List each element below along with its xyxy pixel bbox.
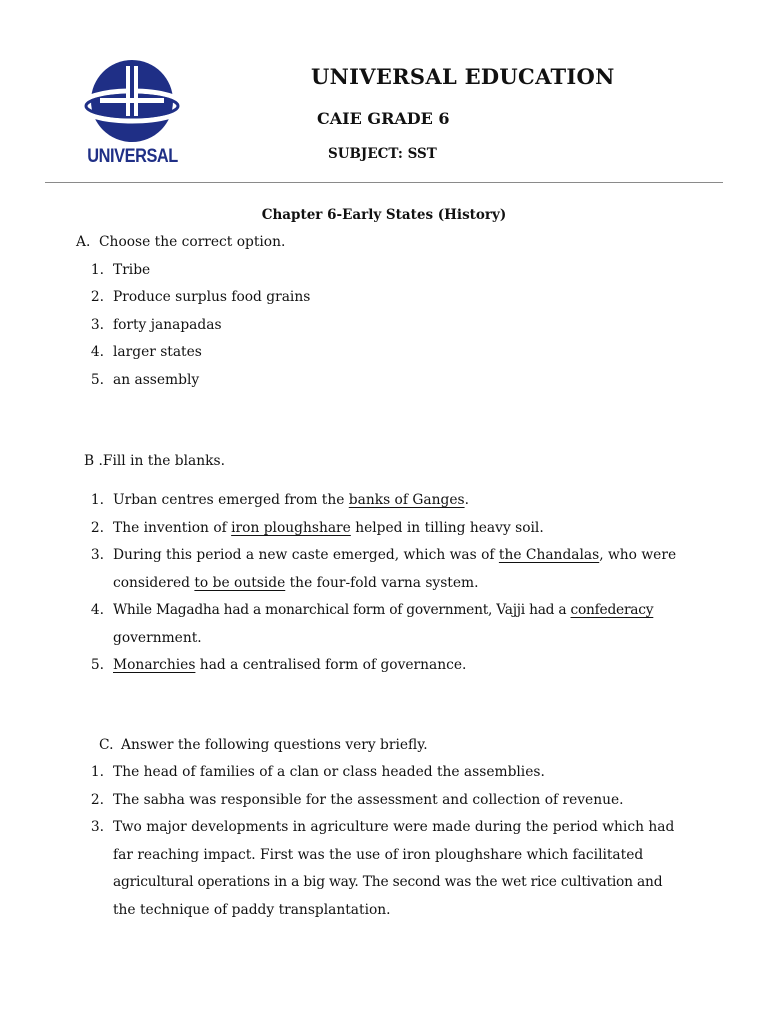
list-item-continuation: government.	[113, 630, 202, 646]
globe-arch-icon	[80, 58, 184, 148]
universal-logo	[80, 58, 184, 166]
list-item-continuation: the technique of paddy transplantation.	[113, 902, 391, 918]
section-c-marker: C.	[99, 737, 114, 753]
answer-blank: confederacy	[570, 602, 654, 618]
header-divider	[45, 182, 723, 183]
list-item-continuation: agricultural operations in a big way. The second was the wet rice cultivation and	[113, 874, 663, 890]
logo-wordmark: UNIVERSAL	[87, 146, 178, 167]
section-a-heading-text: Choose the correct option.	[99, 234, 286, 250]
organization-name: UNIVERSAL EDUCATION	[311, 64, 615, 89]
answer-blank: the Chandalas	[498, 547, 600, 563]
section-b-heading: B .Fill in the blanks.	[84, 453, 225, 469]
list-item-continuation: far reaching impact. First was the use of iron ploughshare which facilitated	[113, 847, 644, 863]
answer-blank: Monarchies	[113, 657, 196, 673]
answer-blank: to be outside	[194, 575, 286, 591]
section-c-heading	[99, 737, 428, 753]
list-item-continuation: considered to be outside the four-fold varna system.	[113, 575, 479, 591]
grade-label: CAIE GRADE 6	[317, 109, 450, 128]
section-c-heading-text: Answer the following questions very briefly.	[121, 737, 428, 753]
answer-blank: iron ploughshare	[231, 520, 351, 536]
section-a-marker: A.	[76, 234, 91, 250]
chapter-title: Chapter 6-Early States (History)	[261, 207, 507, 223]
section-a-heading	[76, 234, 286, 250]
subject-label: SUBJECT: SST	[328, 146, 437, 162]
answer-blank: banks of Ganges	[348, 492, 465, 508]
